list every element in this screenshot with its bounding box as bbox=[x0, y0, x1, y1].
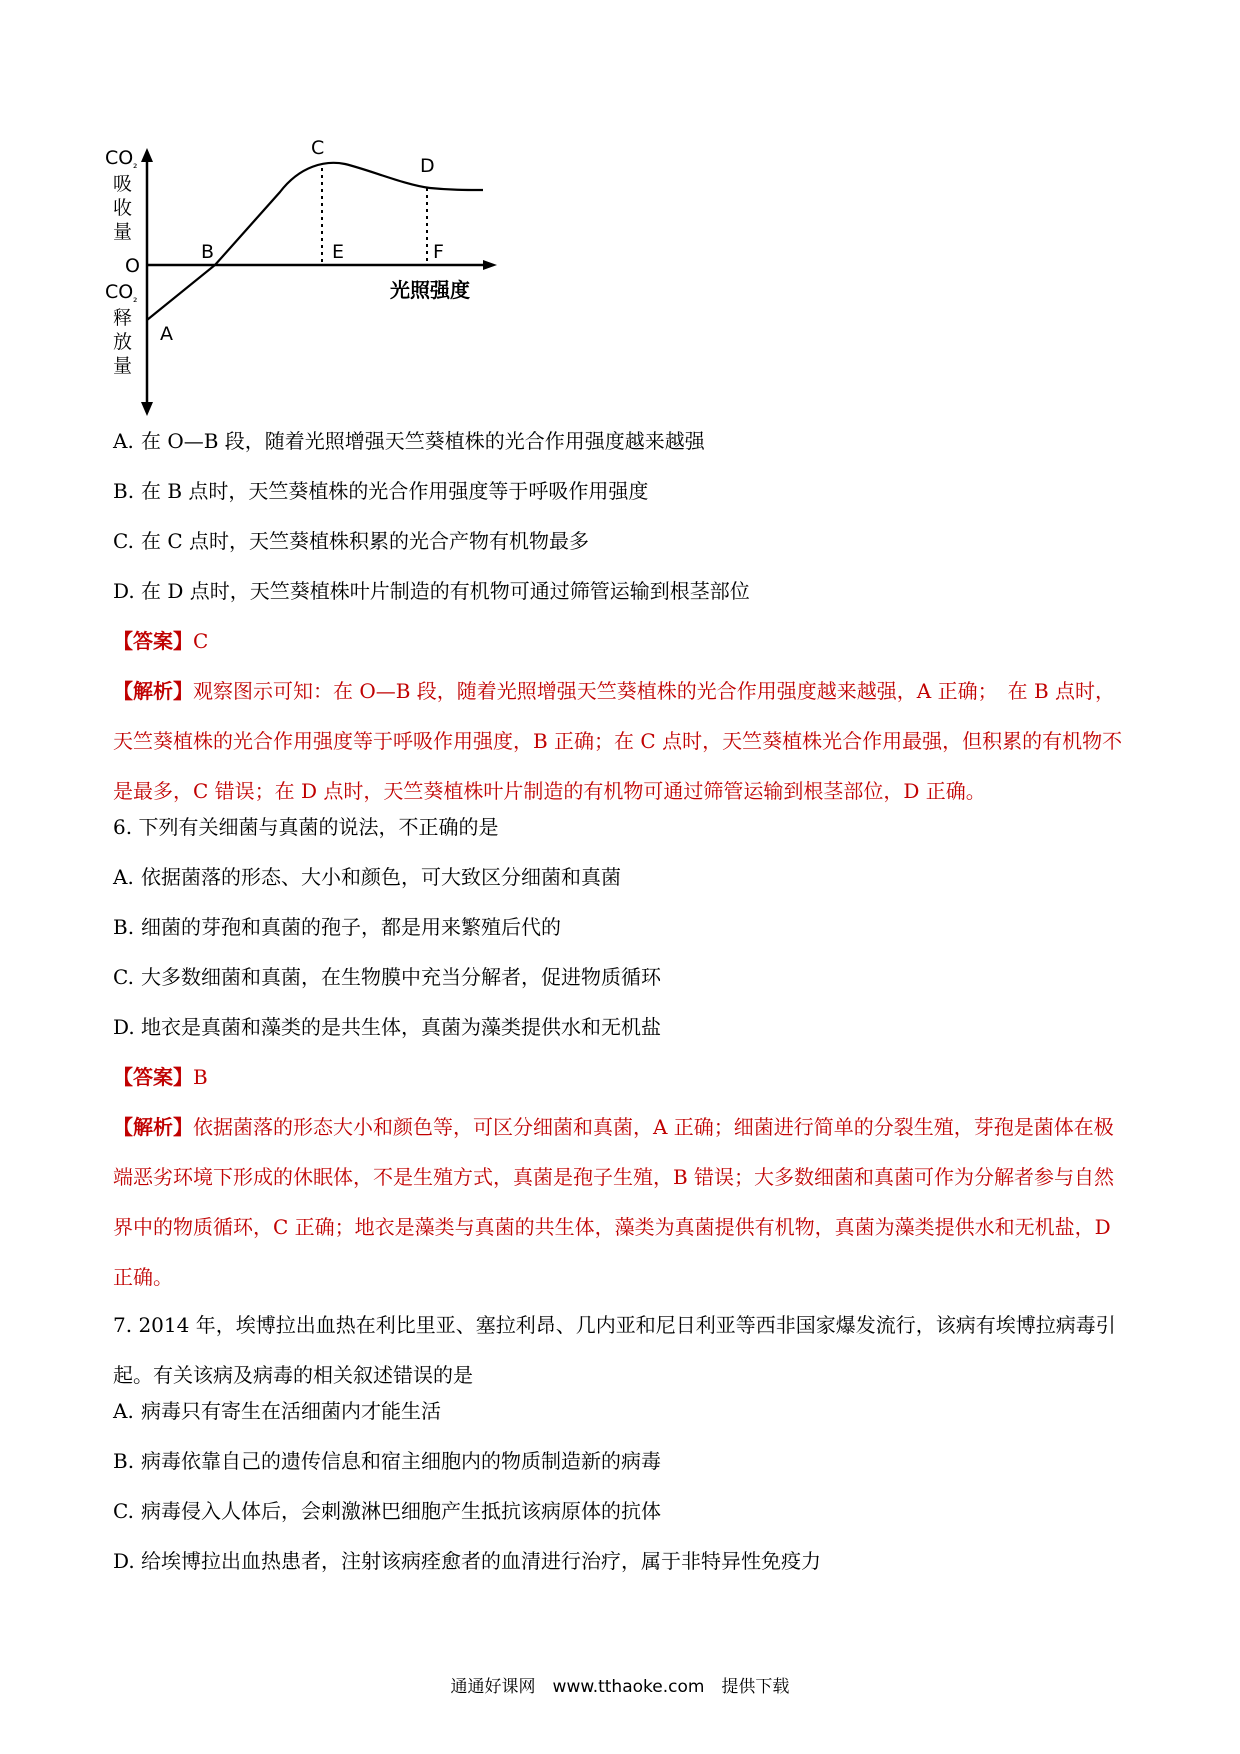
y-bottom-sub: ₂ bbox=[133, 292, 138, 305]
q6-analysis: 【解析】依据菌落的形态大小和颜色等，可区分细菌和真菌，A 正确；细菌进行简单的分裂生殖，芽孢是菌体在极端恶劣环境下形成的休眠体，不是生殖方式，真菌是孢子生殖，B 错误；大多数细菌和真菌可作为分解者参与自然界中的物质循环，C 正确；地衣是藻类与真菌的共生体，藻类为真菌提供有机物，真菌为藻类提供水和无机盐，D 正确。 bbox=[113, 1115, 1115, 1289]
point-a-label: A bbox=[160, 323, 173, 345]
q6-option-c: C. 大多数细菌和真菌，在生物膜中充当分解者，促进物质循环 bbox=[113, 965, 661, 989]
q7-option-c: C. 病毒侵入人体后，会刺激淋巴细胞产生抵抗该病原体的抗体 bbox=[113, 1499, 661, 1523]
q7-stem: 7. 2014 年，埃博拉出血热在利比里亚、塞拉利昂、几内亚和尼日利亚等西非国家爆发流行，该病有埃博拉病毒引起。有关该病及病毒的相关叙述错误的是 bbox=[113, 1313, 1116, 1387]
q5-option-c: C. 在 C 点时，天竺葵植株积累的光合产物有机物最多 bbox=[113, 529, 590, 553]
point-b-label: B bbox=[201, 241, 215, 263]
y-top-char-2: 收 bbox=[113, 197, 133, 219]
point-d-label: D bbox=[420, 155, 435, 177]
q7-option-a: A. 病毒只有寄生在活细菌内才能生活 bbox=[113, 1399, 441, 1423]
x-axis-label: 光照强度 bbox=[390, 278, 470, 302]
q7-option-b: B. 病毒依靠自己的遗传信息和宿主细胞内的物质制造新的病毒 bbox=[113, 1449, 661, 1473]
question-content bbox=[113, 418, 1133, 1588]
point-e-label: E bbox=[332, 241, 345, 263]
q5-option-b: B. 在 B 点时，天竺葵植株的光合作用强度等于呼吸作用强度 bbox=[113, 479, 649, 503]
point-c-label: C bbox=[311, 137, 325, 159]
y-bottom-char-1: 释 bbox=[113, 307, 133, 329]
graph-svg bbox=[105, 130, 575, 420]
y-top-char-3: 量 bbox=[113, 221, 133, 243]
page-footer: 通通好课网 www.tthaoke.com 提供下载 bbox=[450, 1677, 790, 1697]
q6-stem: 6. 下列有关细菌与真菌的说法，不正确的是 bbox=[113, 815, 499, 839]
y-axis-arrow-up bbox=[141, 148, 153, 162]
y-top-co: CO bbox=[105, 147, 134, 169]
y-top-char-1: 吸 bbox=[113, 173, 133, 195]
light-intensity-co2-graph bbox=[105, 130, 575, 420]
q7-option-d: D. 给埃博拉出血热患者，注射该病痊愈者的血清进行治疗，属于非特异性免疫力 bbox=[113, 1549, 821, 1573]
q6-answer: 【答案】B bbox=[113, 1065, 208, 1089]
y-bottom-co: CO bbox=[105, 281, 134, 303]
point-f-label: F bbox=[433, 241, 444, 263]
y-bottom-char-3: 量 bbox=[113, 355, 133, 377]
q6-option-d: D. 地衣是真菌和藻类的是共生体，真菌为藻类提供水和无机盐 bbox=[113, 1015, 661, 1039]
y-axis-arrow-down bbox=[141, 402, 153, 416]
y-bottom-char-2: 放 bbox=[113, 331, 133, 353]
q5-option-d: D. 在 D 点时，天竺葵植株叶片制造的有机物可通过筛管运输到根茎部位 bbox=[113, 579, 750, 603]
q5-answer: 【答案】C bbox=[113, 629, 209, 653]
q6-option-b: B. 细菌的芽孢和真菌的孢子，都是用来繁殖后代的 bbox=[113, 915, 561, 939]
origin-label: O bbox=[125, 255, 140, 277]
q5-analysis: 【解析】观察图示可知：在 O—B 段，随着光照增强天竺葵植株的光合作用强度越来越强，A 正确； 在 B 点时，天竺葵植株的光合作用强度等于呼吸作用强度，B 正确；在 C 点时，天竺葵植株光合作用最强，但积累的有机物不是最多，C 错误；在 D 点时，天竺葵植株叶片制造的有机物可通过筛管运输到根茎部位，D 正确。 bbox=[113, 679, 1123, 803]
q5-option-a: A. 在 O—B 段，随着光照增强天竺葵植株的光合作用强度越来越强 bbox=[113, 429, 705, 453]
x-axis-arrow bbox=[483, 260, 497, 270]
y-top-sub: ₂ bbox=[133, 158, 138, 171]
q6-option-a: A. 依据菌落的形态、大小和颜色，可大致区分细菌和真菌 bbox=[113, 865, 621, 889]
